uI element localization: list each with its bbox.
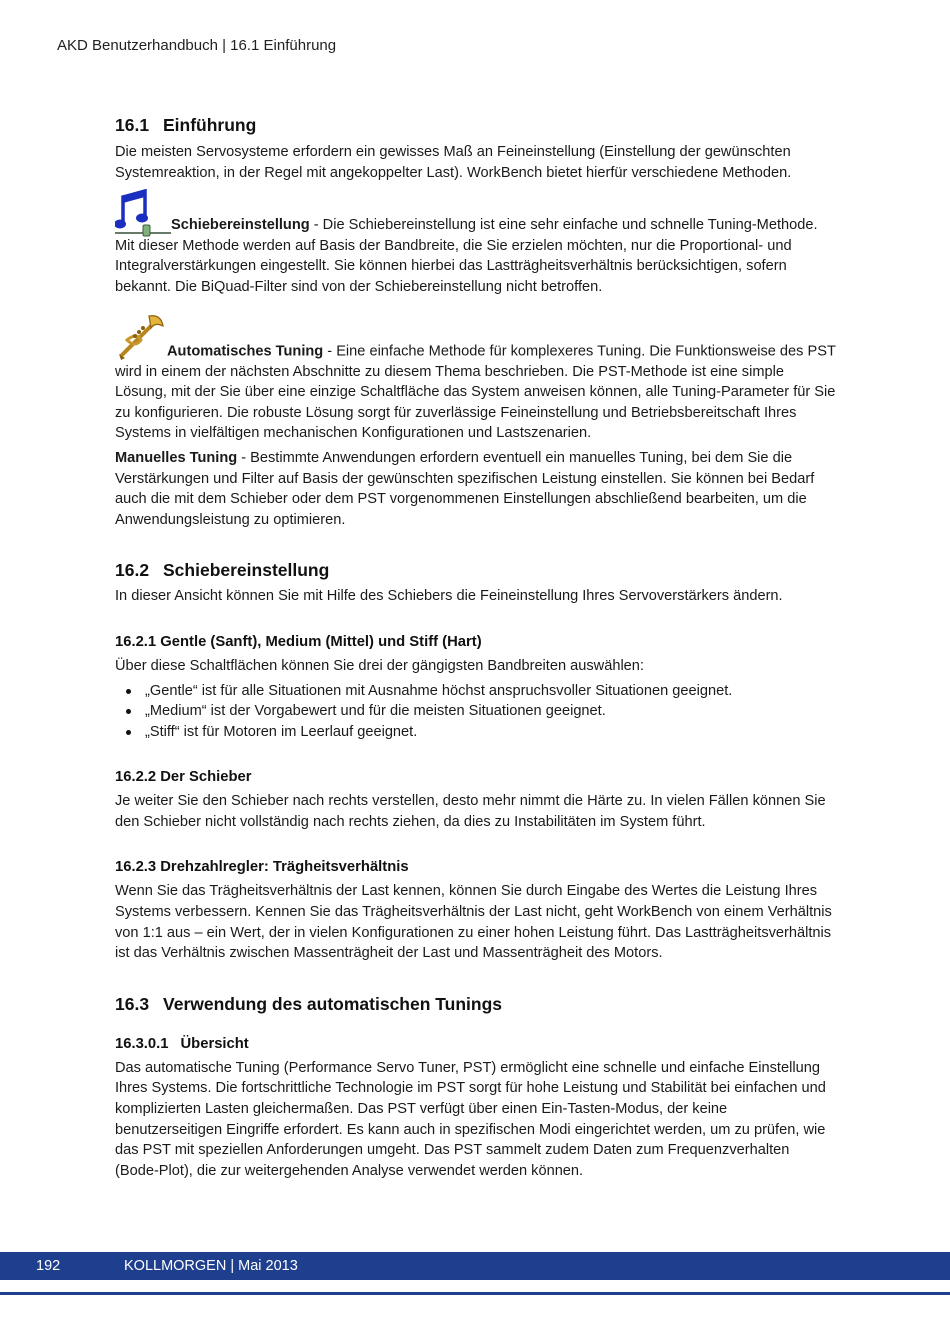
subsection-heading-16-2-3: 16.2.3 Drehzahlregler: Trägheitsverhältnis xyxy=(115,859,409,876)
slider-method-term: Schiebereinstellung xyxy=(171,217,310,234)
subsection-heading-16-2-1: 16.2.1 Gentle (Sanft), Medium (Mittel) und Stiff (Hart) xyxy=(115,633,482,650)
bandwidth-list xyxy=(115,681,837,743)
slider-intro-paragraph: In dieser Ansicht können Sie mit Hilfe des Schiebers die Feineinstellung Ihres Servoverstärkers ändern. xyxy=(115,588,783,605)
intro-paragraph: Die meisten Servosysteme erfordern ein gewisses Maß an Feineinstellung (Einstellung der gewünschten Systemreaktion, in der Regel mit angekoppelter Last). WorkBench bietet hierfür verschiedene Methoden. xyxy=(115,144,792,181)
section-number: 16.1 xyxy=(115,115,150,135)
slider-method-block xyxy=(115,189,837,297)
section-title: Einführung xyxy=(163,115,257,135)
page-number: 192 xyxy=(36,1258,61,1274)
list-item: „Medium“ ist der Vorgabewert und für die meisten Situationen geeignet. xyxy=(145,701,837,722)
manual-tuning-text: - Bestimmte Anwendungen erfordern eventuell ein manuelles Tuning, bei dem Sie die Verstärkungen und Filter auf Basis der gewünschten spezifischen Leistung einstellen. Sie können bei Bedarf auch die mit dem Schieber oder dem PST vorgenommenen Einstellungen abschließend bearbeiten, um die Anwendungsleistung zu optimieren. xyxy=(115,449,815,528)
trumpet-icon xyxy=(115,310,167,362)
slider-method-text: - Die Schiebereinstellung ist eine sehr einfache und schnelle Tuning-Methode. Mit dieser Methode werden auf Basis der Bandbreite, die Sie erzielen möchten, nur die Proportional- und Integralverstärkungen eingestellt. Sie können hierbei das Lastträgheitsverhältnis berücksichtigen, sofern bekannt. Die BiQuad-Filter sind von der Schiebereinstellung nicht betroffen. xyxy=(115,217,818,295)
section-heading-16-2 xyxy=(115,558,837,582)
section-title: Schiebereinstellung xyxy=(163,560,330,581)
section-heading-16-3 xyxy=(115,992,837,1016)
auto-tuning-text: - Eine einfache Methode für komplexeres Tuning. Die Funktionsweise des PST wird in einem der nächsten Abschnitte zu diesem Thema beschrieben. Die PST-Methode ist eine simple Lösung, mit der Sie über eine einzige Schaltfläche das System anweisen können, alle Tuning-Parameter für Sie zu konfigurieren. Die robuste Lösung sorgt für zuverlässige Feineinstellung und Betriebsbereitschaft Ihres Systems in vielfältigen mechanischen Konfigurationen und Lastszenarien. xyxy=(115,342,836,442)
auto-tuning-block xyxy=(115,310,837,444)
overview-paragraph: Das automatische Tuning (Performance Servo Tuner, PST) ermöglicht eine schnelle und einfache Einstellung Ihres Systems. Die fortschrittliche Technologie im PST sorgt für hohe Leistung und Stabilität bei einfachen und komplizierten Lasten gleichermaßen. Das PST verfügt über einen Ein-Tasten-Modus, der keine benutzerseitigen Eingriffe erfordert. Es kann auch in spezifischen Modi eingerichtet werden, um zu prüfen, wie das PST mit speziellen Anforderungen umgeht. Das PST sammelt zudem Daten zum Frequenzverhalten (Bode-Plot), die zur weitergehenden Analyse verwendet werden können. xyxy=(115,1059,826,1179)
auto-tuning-term: Automatisches Tuning xyxy=(167,342,324,359)
slider-paragraph: Je weiter Sie den Schieber nach rechts verstellen, desto mehr nimmt die Härte zu. In vielen Fällen können Sie den Schieber nicht vollständig nach rechts ziehen, da dies zu Instabilitäten im System führt. xyxy=(115,793,826,830)
running-header: AKD Benutzerhandbuch | 16.1 Einführung xyxy=(57,37,337,54)
footer-rule xyxy=(0,1292,950,1295)
bandwidth-intro-paragraph: Über diese Schaltflächen können Sie drei der gängigsten Bandbreiten auswählen: xyxy=(115,657,644,674)
section-heading-16-1 xyxy=(115,113,837,137)
footer-brand: KOLLMORGEN | Mai 2013 xyxy=(124,1258,298,1274)
manual-tuning-paragraph xyxy=(115,448,837,530)
subsection-heading-16-3-0-1 xyxy=(115,1034,837,1054)
document-body xyxy=(115,113,837,1181)
inertia-ratio-paragraph: Wenn Sie das Trägheitsverhältnis der Last kennen, können Sie durch Eingabe des Wertes die Leistung Ihres Systems verbessern. Kennen Sie das Trägheitsverhältnis der Last nicht, geht WorkBench von einem Verhältnis von 1:1 aus – ein Wert, der in vielen Konfigurationen zu einer hohen Leistung führt. Das Lastträgheitsverhältnis ist das Verhältnis zwischen Massenträgheit der Last und Massenträgheit des Motors. xyxy=(115,883,832,962)
section-number: 16.2 xyxy=(115,560,150,581)
section-number: 16.3 xyxy=(115,993,150,1014)
list-item: „Gentle“ ist für alle Situationen mit Ausnahme höchst anspruchsvoller Situationen geeignet. xyxy=(145,681,837,702)
manual-tuning-term: Manuelles Tuning xyxy=(115,449,238,466)
subsection-heading-16-2-2: 16.2.2 Der Schieber xyxy=(115,769,252,786)
footer-band xyxy=(0,1252,950,1280)
subsection-title: Übersicht xyxy=(180,1035,249,1052)
list-item: „Stiff“ ist für Motoren im Leerlauf geeignet. xyxy=(145,722,837,743)
section-title: Verwendung des automatischen Tunings xyxy=(163,993,503,1014)
subsection-number: 16.3.0.1 xyxy=(115,1035,169,1052)
